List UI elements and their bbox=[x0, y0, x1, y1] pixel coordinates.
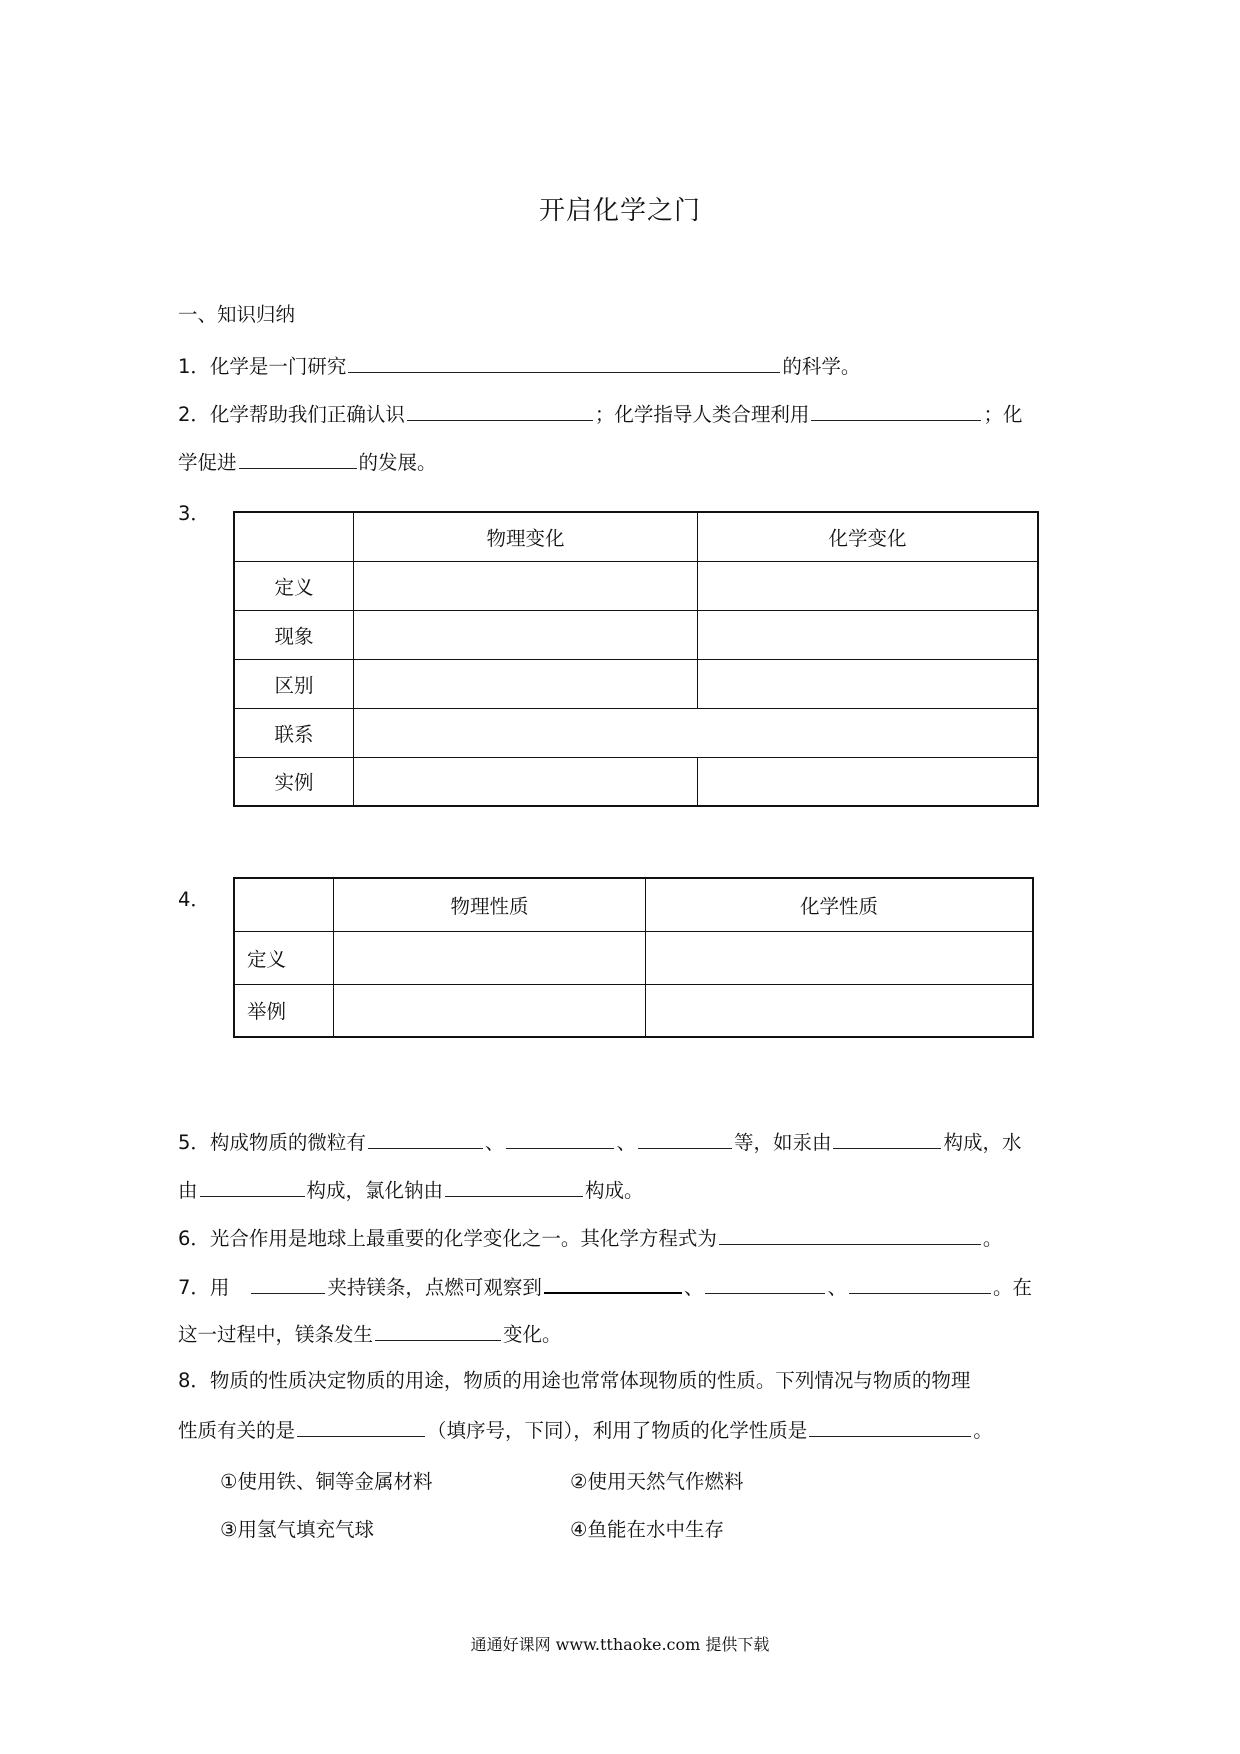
q5-blank-2[interactable] bbox=[506, 1126, 614, 1149]
q8-option-4: ④鱼能在水中生存 bbox=[570, 1518, 724, 1541]
q3-cell[interactable] bbox=[354, 610, 698, 659]
q7-blank-3[interactable] bbox=[705, 1271, 825, 1294]
question-5-line-2 bbox=[178, 1174, 644, 1206]
page-footer: 通通好课网 www.tthaoke.com 提供下载 bbox=[470, 1635, 770, 1654]
question-2-line-1 bbox=[178, 398, 1022, 430]
question-8-line-1: 8．物质的性质决定物质的用途，物质的用途也常常体现物质的性质。下列情况与物质的物理 bbox=[178, 1369, 971, 1392]
q4-cell[interactable] bbox=[334, 931, 646, 984]
q3-row-label: 现象 bbox=[234, 610, 354, 659]
q7-text-a: 7．用 bbox=[178, 1276, 230, 1299]
q4-header-row bbox=[234, 878, 1033, 931]
q4-row-definition bbox=[234, 931, 1033, 984]
q3-cell[interactable] bbox=[698, 610, 1039, 659]
q8-blank-2[interactable] bbox=[809, 1414, 971, 1437]
q1-text-pre: 1．化学是一门研究 bbox=[178, 355, 347, 378]
q1-text-post: 的科学。 bbox=[782, 355, 861, 378]
q3-cell-merged[interactable] bbox=[354, 708, 1039, 757]
q5-sep-2: 、 bbox=[616, 1131, 636, 1154]
page-title: 开启化学之门 bbox=[538, 196, 701, 226]
q6-blank[interactable] bbox=[719, 1222, 981, 1245]
q3-row-definition bbox=[234, 561, 1038, 610]
question-8-line-2 bbox=[178, 1414, 993, 1446]
q7-blank-2[interactable] bbox=[544, 1270, 682, 1294]
q3-header-corner bbox=[234, 512, 354, 561]
q3-cell[interactable] bbox=[698, 659, 1039, 708]
q3-row-difference bbox=[234, 659, 1038, 708]
q5-text-f: 构成。 bbox=[585, 1179, 644, 1202]
q7-text-e: 变化。 bbox=[503, 1323, 562, 1346]
question-2-line-2 bbox=[178, 446, 437, 478]
q4-header-chemical: 化学性质 bbox=[646, 878, 1034, 931]
q2-blank-1[interactable] bbox=[407, 398, 593, 421]
q7-sep-2: 、 bbox=[827, 1276, 847, 1299]
q5-sep-1: 、 bbox=[484, 1131, 505, 1154]
q4-row-label: 举例 bbox=[234, 984, 334, 1037]
q3-table bbox=[233, 511, 1039, 807]
q8-option-2: ②使用天然气作燃料 bbox=[570, 1470, 744, 1493]
q3-cell[interactable] bbox=[354, 659, 698, 708]
q4-cell[interactable] bbox=[646, 931, 1034, 984]
q3-row-label: 联系 bbox=[234, 708, 354, 757]
q8-blank-1[interactable] bbox=[297, 1414, 425, 1437]
q3-header-chemical: 化学变化 bbox=[698, 512, 1039, 561]
q5-text-e: 构成，氯化钠由 bbox=[306, 1179, 444, 1202]
q2-blank-3[interactable] bbox=[239, 446, 357, 469]
q3-row-label: 定义 bbox=[234, 561, 354, 610]
q4-number: 4． bbox=[178, 888, 210, 911]
q5-text-b: 等，如汞由 bbox=[733, 1131, 832, 1154]
q5-text-c: 构成，水 bbox=[943, 1131, 1022, 1154]
question-7-line-2 bbox=[178, 1318, 562, 1350]
q7-blank-1[interactable] bbox=[251, 1271, 325, 1294]
q3-row-example bbox=[234, 757, 1038, 806]
q8-text-a: 性质有关的是 bbox=[178, 1419, 296, 1442]
q7-text-c: 。在 bbox=[992, 1276, 1032, 1299]
q2-text-d: 学促进 bbox=[178, 451, 237, 474]
q2-text-c: ；化 bbox=[983, 403, 1023, 426]
q4-row-example bbox=[234, 984, 1033, 1037]
q8-option-1: ①使用铁、铜等金属材料 bbox=[220, 1470, 433, 1493]
q5-blank-1[interactable] bbox=[368, 1126, 483, 1149]
q7-sep-1: 、 bbox=[683, 1276, 704, 1299]
question-6 bbox=[178, 1222, 1002, 1254]
question-7-line-1 bbox=[178, 1270, 1032, 1303]
q3-cell[interactable] bbox=[354, 561, 698, 610]
q2-text-b: ；化学指导人类合理利用 bbox=[594, 403, 810, 426]
q1-blank[interactable] bbox=[348, 350, 780, 373]
q3-row-label: 区别 bbox=[234, 659, 354, 708]
q5-text-a: 5．构成物质的微粒有 bbox=[178, 1131, 366, 1154]
q3-row-label: 实例 bbox=[234, 757, 354, 806]
question-1 bbox=[178, 350, 860, 382]
q7-text-b: 夹持镁条，点燃可观察到 bbox=[327, 1276, 542, 1299]
q2-text-e: 的发展。 bbox=[358, 451, 437, 474]
q7-text-d: 这一过程中，镁条发生 bbox=[178, 1323, 374, 1346]
q3-cell[interactable] bbox=[698, 561, 1039, 610]
q3-cell[interactable] bbox=[698, 757, 1039, 806]
q5-blank-5[interactable] bbox=[200, 1174, 305, 1197]
q3-cell[interactable] bbox=[354, 757, 698, 806]
q6-text-b: 。 bbox=[982, 1227, 1003, 1250]
q4-row-label: 定义 bbox=[234, 931, 334, 984]
q3-row-phenomenon bbox=[234, 610, 1038, 659]
q2-blank-2[interactable] bbox=[811, 398, 981, 421]
q3-number: 3． bbox=[178, 502, 210, 525]
q2-text-a: 2．化学帮助我们正确认识 bbox=[178, 403, 405, 426]
question-5-line-1 bbox=[178, 1126, 1021, 1158]
q4-header-physical: 物理性质 bbox=[334, 878, 646, 931]
q5-blank-4[interactable] bbox=[833, 1126, 941, 1149]
q4-cell[interactable] bbox=[646, 984, 1034, 1037]
q8-text-b: （填序号，下同），利用了物质的化学性质是 bbox=[427, 1419, 808, 1442]
q5-blank-6[interactable] bbox=[445, 1174, 583, 1197]
section-heading: 一、知识归纳 bbox=[178, 303, 296, 326]
q4-header-corner bbox=[234, 878, 334, 931]
q5-blank-3[interactable] bbox=[638, 1126, 732, 1149]
q5-text-d: 由 bbox=[178, 1179, 198, 1202]
q7-blank-4[interactable] bbox=[849, 1271, 991, 1294]
q4-cell[interactable] bbox=[334, 984, 646, 1037]
q6-text-a: 6．光合作用是地球上最重要的化学变化之一。其化学方程式为 bbox=[178, 1227, 717, 1250]
q8-option-3: ③用氢气填充气球 bbox=[220, 1518, 374, 1541]
q3-row-relation bbox=[234, 708, 1038, 757]
q8-text-c: 。 bbox=[973, 1419, 993, 1442]
q7-blank-5[interactable] bbox=[375, 1318, 501, 1341]
q4-table bbox=[233, 877, 1034, 1038]
q3-header-row bbox=[234, 512, 1038, 561]
q3-header-physical: 物理变化 bbox=[354, 512, 698, 561]
